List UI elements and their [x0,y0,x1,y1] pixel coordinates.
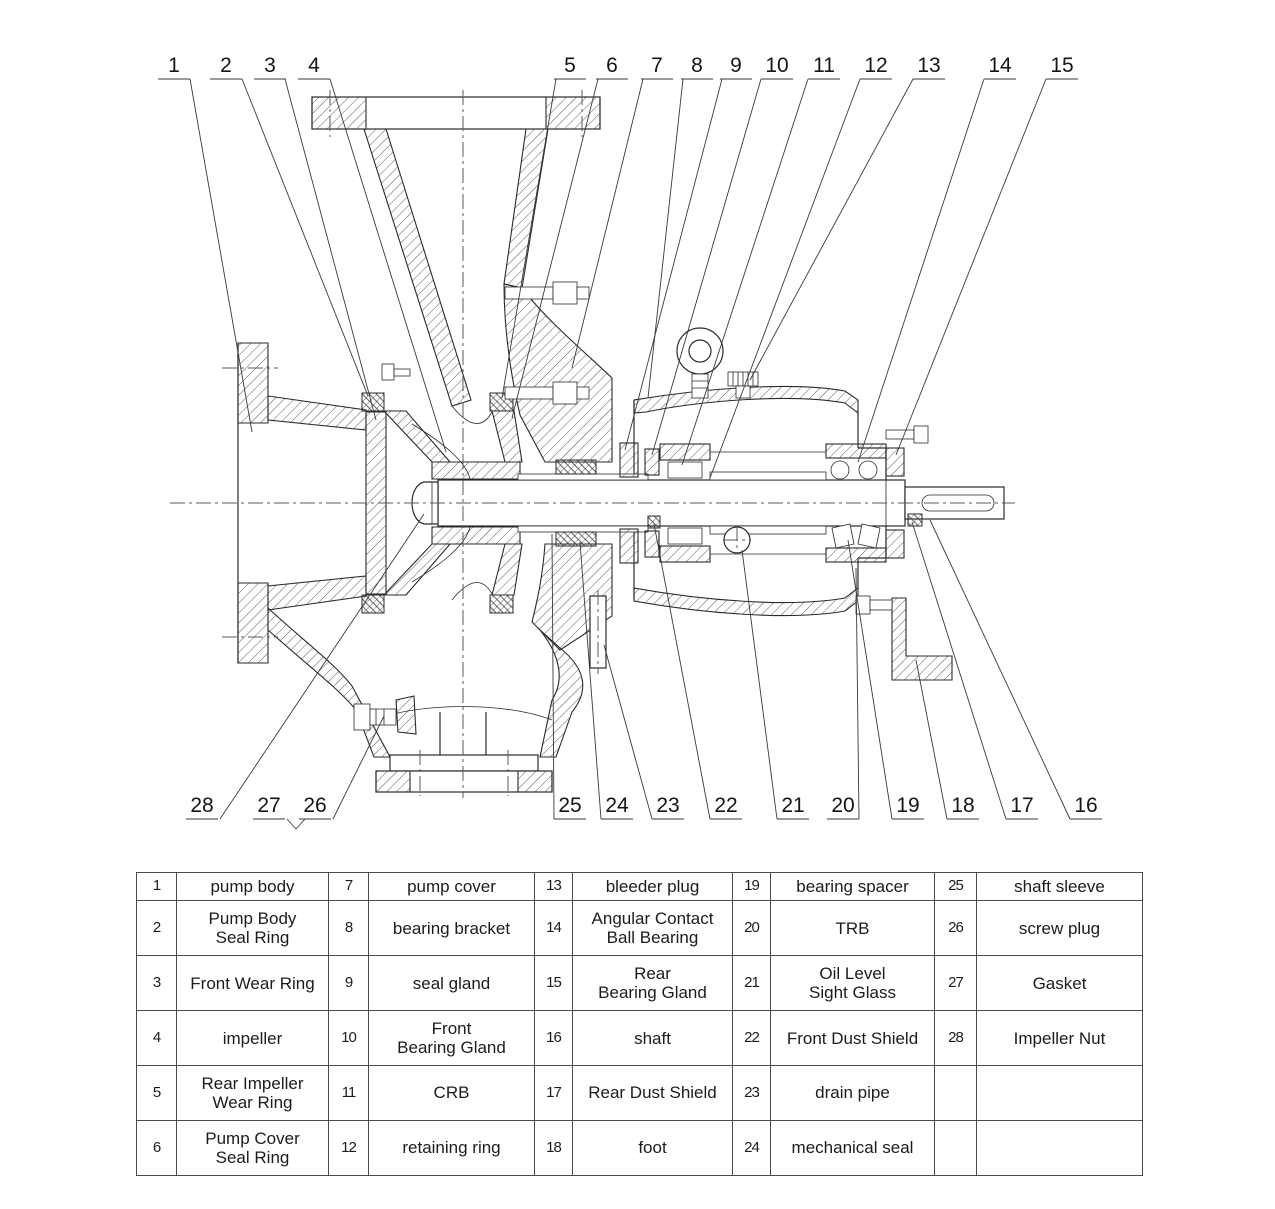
leader-line-14 [858,79,984,462]
part-name: impeller [177,1011,329,1066]
callout-number-19: 19 [896,794,920,817]
callout-number-21: 21 [781,794,805,817]
part-name: Oil Level Sight Glass [771,956,935,1011]
table-row [137,1011,1143,1066]
callout-number-14: 14 [988,54,1012,77]
part-number: 8 [329,901,369,956]
part-name: Front Bearing Gland [369,1011,535,1066]
part-name: pump body [177,873,329,901]
drain-pipe [590,596,606,668]
part-name: bearing bracket [369,901,535,956]
trb-bearing [826,524,886,562]
part-number: 23 [733,1066,771,1121]
parts-table [136,872,1143,1176]
part-number: 24 [733,1120,771,1175]
callout-number-24: 24 [605,794,629,817]
part-name: Angular Contact Ball Bearing [573,901,733,956]
part-name: Pump Body Seal Ring [177,901,329,956]
callout-number-16: 16 [1074,794,1098,817]
part-number: 4 [137,1011,177,1066]
callout-number-17: 17 [1010,794,1034,817]
callout-number-27: 27 [257,794,281,817]
callout-number-5: 5 [564,54,576,77]
part-number: 19 [733,873,771,901]
part-name: mechanical seal [771,1120,935,1175]
part-number: 14 [535,901,573,956]
table-row [137,901,1143,956]
part-number: 15 [535,956,573,1011]
part-number: 11 [329,1066,369,1121]
part-name: Front Dust Shield [771,1011,935,1066]
callout-number-25: 25 [558,794,582,817]
part-number: 2 [137,901,177,956]
part-number: 17 [535,1066,573,1121]
part-name: retaining ring [369,1120,535,1175]
table-row [137,1120,1143,1175]
callout-labels [158,54,1102,819]
foot [856,596,952,680]
callout-number-6: 6 [606,54,618,77]
part-number: 3 [137,956,177,1011]
table-row [137,956,1143,1011]
leader-line-1 [190,79,252,432]
callout-number-28: 28 [190,794,214,817]
part-name: Impeller Nut [977,1011,1143,1066]
callout-number-2: 2 [220,54,232,77]
part-name: Gasket [977,956,1143,1011]
part-number: 9 [329,956,369,1011]
table-row [137,1066,1143,1121]
part-name: screw plug [977,901,1143,956]
leader-line-13 [750,79,913,380]
part-number [935,1120,977,1175]
part-name: Rear Dust Shield [573,1066,733,1121]
callout-number-3: 3 [264,54,276,77]
part-number: 20 [733,901,771,956]
callout-number-11: 11 [813,54,835,77]
part-number: 25 [935,873,977,901]
part-number: 16 [535,1011,573,1066]
part-number: 7 [329,873,369,901]
leader-line-23 [604,645,652,819]
leader-line-21 [742,550,777,819]
callout-number-22: 22 [714,794,738,817]
callout-number-12: 12 [864,54,888,77]
leader-line-12 [710,79,860,478]
part-number: 12 [329,1120,369,1175]
part-name: seal gland [369,956,535,1011]
part-name: Rear Impeller Wear Ring [177,1066,329,1121]
part-number: 6 [137,1120,177,1175]
part-number: 10 [329,1011,369,1066]
callout-number-26: 26 [303,794,327,817]
part-name: TRB [771,901,935,956]
lifting-eye-icon [677,328,723,398]
part-number [935,1066,977,1121]
part-name: pump cover [369,873,535,901]
callout-number-15: 15 [1050,54,1074,77]
table-row [137,873,1143,901]
callout-number-13: 13 [917,54,941,77]
part-number: 27 [935,956,977,1011]
leader-line-26 [333,716,384,819]
leader-line-22 [654,524,710,819]
part-name: bearing spacer [771,873,935,901]
part-number: 13 [535,873,573,901]
discharge-flange [376,755,552,792]
part-number: 21 [733,956,771,1011]
part-name: bleeder plug [573,873,733,901]
part-number: 18 [535,1120,573,1175]
part-name: drain pipe [771,1066,935,1121]
callout-number-20: 20 [831,794,855,817]
callout-number-7: 7 [651,54,663,77]
part-name [977,1120,1143,1175]
callout-number-10: 10 [765,54,789,77]
part-number: 28 [935,1011,977,1066]
part-number: 5 [137,1066,177,1121]
callout-number-8: 8 [691,54,703,77]
part-name: foot [573,1120,733,1175]
leader-line-15 [896,79,1046,455]
callout-number-1: 1 [168,54,180,77]
top-flange [312,97,600,129]
leader-line-18 [916,660,947,819]
callout-number-23: 23 [656,794,680,817]
part-name: Pump Cover Seal Ring [177,1120,329,1175]
part-number: 22 [733,1011,771,1066]
part-name: Rear Bearing Gland [573,956,733,1011]
part-number: 26 [935,901,977,956]
leader-line-11 [682,79,808,465]
angular-contact-bearing [826,444,886,479]
part-name: Front Wear Ring [177,956,329,1011]
part-name [977,1066,1143,1121]
part-name: CRB [369,1066,535,1121]
screw-plug [354,704,396,730]
part-name: shaft sleeve [977,873,1143,901]
part-name: shaft [573,1011,733,1066]
suction-vent-bolt [382,364,410,380]
gasket-callout-notch [287,819,305,829]
callout-number-18: 18 [951,794,975,817]
part-number: 1 [137,873,177,901]
leader-line-19 [848,540,892,819]
callout-number-4: 4 [308,54,320,77]
callout-number-9: 9 [730,54,742,77]
